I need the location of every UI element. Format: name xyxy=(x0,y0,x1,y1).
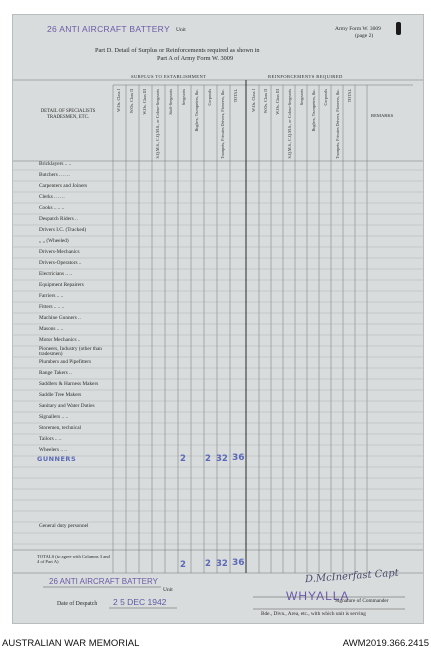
gunners-corporals-value: 2 xyxy=(205,454,211,464)
col-corporals-reinf: Corporals xyxy=(323,89,328,106)
gunners-total-value: 36 xyxy=(232,453,245,463)
col-wo-class-2-reinf: W.Os. Class II xyxy=(263,89,268,114)
despatch-date-stamp: 2 5 DEC 1942 xyxy=(113,597,167,607)
col-staff-sergeants: Staff-Sergeants xyxy=(168,89,173,115)
row-label: Equipment Repairers xyxy=(39,282,84,288)
row-label: Sanitary and Water Duties xyxy=(39,403,95,409)
archive-credit-right: AWM2019.366.2415 xyxy=(342,638,429,649)
row-label: Clerks .. .. .. xyxy=(39,194,65,200)
row-label: Carpenters and Joiners xyxy=(39,183,88,189)
col-privates-reinf: Trumpets, Privates Drivers, Pioneers, &c. xyxy=(335,89,340,159)
row-label: Range Takers .. xyxy=(39,370,72,376)
col-sergeants: Sergeants xyxy=(181,89,186,106)
col-wo-class-1-reinf: W.Os. Class I xyxy=(251,89,256,112)
col-sqms-reinf: S.Q.M.S., C.Q.M.S., or Colour-Sergeants xyxy=(287,89,292,159)
row-label: Tailors .. .. xyxy=(39,436,62,442)
col-wo-class-3: W.Os. Class III xyxy=(142,89,147,115)
footer-rules xyxy=(13,15,423,623)
row-label: Machine Gunners .. xyxy=(39,315,81,321)
row-label: Pioneers, Industry (other than tradesmen) xyxy=(39,346,102,358)
totals-sergeants-value: 2 xyxy=(180,560,186,570)
surplus-header: SURPLUS TO ESTABLISHMENT xyxy=(131,74,207,79)
form-reference: Army Form W. 3009 xyxy=(335,26,381,32)
specialists-header: DETAIL OF SPECIALISTS TRADESMEN, ETC. xyxy=(40,109,96,120)
row-label: Signallers .. .. xyxy=(39,414,69,420)
gunners-entry: GUNNERS xyxy=(37,455,77,463)
totals-total-value: 36 xyxy=(232,558,245,568)
signature-caption: Signature of Commander xyxy=(335,598,389,604)
col-wo-class-2: W.Os. Class II xyxy=(129,89,134,114)
row-label: Plumbers and Pipefitters xyxy=(39,359,92,365)
place-stamp: WHYALLA xyxy=(286,589,350,603)
totals-label: TOTALS (to agree with Columns 3 and 4 of Part A) xyxy=(37,554,110,565)
footer-unit-stamp: 26 ANTI AIRCRAFT BATTERY xyxy=(49,577,158,586)
row-label: Drivers I.C. (Tracked) xyxy=(39,227,87,233)
col-sqms: S.Q.M.S., C.Q.M.S., or Colour-Sergeants xyxy=(155,89,160,159)
reinforcements-header: REINFORCEMENTS REQUIRED xyxy=(268,74,343,79)
col-privates: Trumpets, Privates Drivers, Pioneers, &c. xyxy=(220,89,225,159)
col-total: TOTAL xyxy=(233,89,238,103)
col-buglers-reinf: Buglers, Trumpeters, &c. xyxy=(311,89,316,132)
gunners-sergeants-value: 2 xyxy=(180,454,186,464)
general-duty-label: General duty personnel xyxy=(39,523,89,529)
col-wo-class-3-reinf: W.Os. Class III xyxy=(275,89,280,115)
row-label: Despatch Riders .. xyxy=(39,216,78,222)
row-label: Farriers .. .. xyxy=(39,293,64,299)
row-label: Fitters .. .. .. xyxy=(39,304,65,310)
row-label: Saddlers & Harness Makers xyxy=(39,381,99,387)
row-label: Saddle Tree Makers xyxy=(39,392,82,398)
row-label: Wheelers .. .. xyxy=(39,447,67,453)
remarks-header: REMARKS xyxy=(371,113,394,118)
binder-clip xyxy=(396,22,401,35)
row-label: Storemen, technical xyxy=(39,425,82,431)
col-buglers: Buglers, Trumpeters, &c. xyxy=(194,89,199,132)
row-label: „ „ (Wheeled) xyxy=(39,238,69,244)
page-reference: (page 2) xyxy=(355,33,374,39)
form-sheet xyxy=(12,14,424,624)
commander-signature: D.McInerfast Capt xyxy=(304,567,400,586)
col-sergeants-reinf: Sergeants xyxy=(299,89,304,106)
formation-caption: Bde., Divn., Area, etc., with which unit is serving xyxy=(261,611,366,617)
row-label: Bricklayers .. .. xyxy=(39,161,72,167)
row-label: Drivers-Operators .. xyxy=(39,260,82,266)
form-subtitle: Part A of Army Form W. 3009 xyxy=(157,55,234,62)
row-label: Motor Mechanics .. xyxy=(39,337,81,343)
totals-privates-value: 32 xyxy=(216,559,228,569)
row-label: Drivers-Mechanics xyxy=(39,249,80,255)
col-total-reinf: TOTAL xyxy=(347,89,352,103)
row-label: Electricians .. .. xyxy=(39,271,72,277)
col-wo-class-1: W.Os. Class I xyxy=(116,89,121,112)
footer-unit-label: Unit xyxy=(163,587,173,593)
unit-label: Unit xyxy=(176,27,186,33)
form-title: Part D. Detail of Surplus or Reinforcements required as shown in xyxy=(95,47,260,54)
row-label: Cooks .. .. .. xyxy=(39,205,65,211)
unit-stamp: 26 ANTI AIRCRAFT BATTERY xyxy=(47,24,170,34)
gunners-privates-value: 32 xyxy=(216,454,228,464)
col-corporals: Corporals xyxy=(207,89,212,106)
despatch-label: Date of Despatch xyxy=(57,601,98,607)
row-label: Masons .. .. xyxy=(39,326,64,332)
row-label: Butchers .. .. .. xyxy=(39,172,70,178)
totals-corporals-value: 2 xyxy=(205,559,211,569)
archive-credit-left: AUSTRALIAN WAR MEMORIAL xyxy=(2,638,140,649)
